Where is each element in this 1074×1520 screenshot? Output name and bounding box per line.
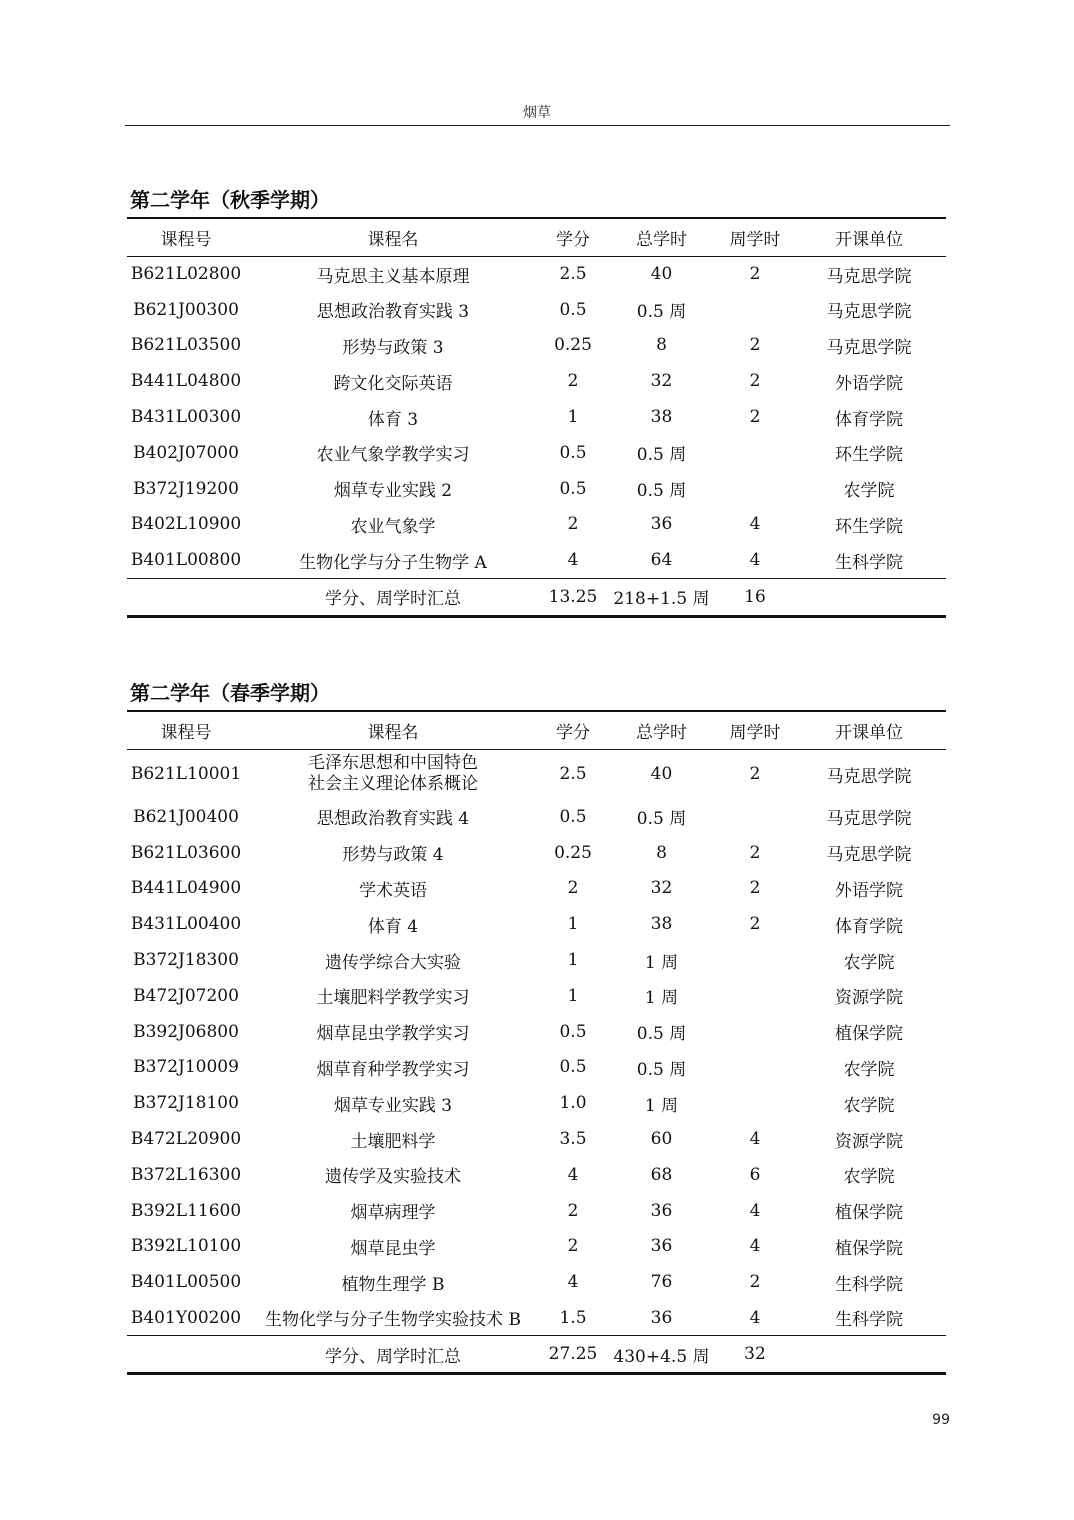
credits-cell: 1 xyxy=(567,914,579,935)
weekly-hours-cell xyxy=(718,435,792,471)
total-hours-cell: 0.5 周 xyxy=(636,1059,687,1080)
course-code-cell: B431L00300 xyxy=(130,407,242,428)
table-row xyxy=(127,507,946,543)
department-cell: 环生学院 xyxy=(835,516,903,537)
credits-cell: 2 xyxy=(567,1236,579,1257)
course-code-cell: B372J19200 xyxy=(133,478,239,499)
col-header-code: 课程号 xyxy=(127,218,245,256)
department-cell: 农学院 xyxy=(843,1167,895,1188)
course-name-cell: 遗传学及实验技术 xyxy=(325,1167,461,1188)
course-code-cell: B621L03500 xyxy=(130,335,242,356)
table-header-row xyxy=(127,711,946,749)
table-row xyxy=(127,399,946,435)
col-header-total-hours: 总学时 xyxy=(605,711,718,749)
course-table-autumn xyxy=(127,217,946,618)
course-name-cell: 思想政治教育实践 4 xyxy=(316,809,470,830)
total-row xyxy=(127,578,946,616)
department-cell: 资源学院 xyxy=(835,1131,903,1152)
course-name-cell: 农业气象学教学实习 xyxy=(316,445,470,466)
running-header: 烟草 xyxy=(523,105,551,121)
total-hours-cell: 60 xyxy=(650,1129,673,1150)
credits-cell: 1 xyxy=(567,950,579,971)
course-code-cell: B621L10001 xyxy=(130,764,242,785)
course-code-cell: B372J18300 xyxy=(133,950,239,971)
total-hours-cell: 36 xyxy=(650,1200,673,1221)
department-cell: 外语学院 xyxy=(835,373,903,394)
course-name-cell: 烟草育种学教学实习 xyxy=(316,1059,470,1080)
credits-cell: 0.5 xyxy=(559,806,587,827)
table-row xyxy=(127,328,946,364)
table-row xyxy=(127,1157,946,1193)
total-hours-cell: 36 xyxy=(650,1307,673,1328)
table-row xyxy=(127,871,946,907)
course-name-text: 毛泽东思想和中国特色 社会主义理论体系概论 xyxy=(308,753,478,795)
table-row xyxy=(127,942,946,978)
table-row xyxy=(127,749,946,799)
credits-cell: 0.5 xyxy=(559,1021,587,1042)
course-name-cell: 生物化学与分子生物学 A xyxy=(299,552,487,573)
section-title-spring: 第二学年（春季学期） xyxy=(130,681,330,705)
department-cell: 体育学院 xyxy=(835,409,903,430)
total-hours-cell: 1 周 xyxy=(644,1095,679,1116)
total-hours-cell: 430+4.5 周 xyxy=(605,1336,718,1374)
total-credits-cell: 27.25 xyxy=(541,1336,605,1374)
weekly-hours-cell: 2 xyxy=(749,842,761,863)
course-code-cell: B392L10100 xyxy=(130,1236,242,1257)
total-hours-cell: 1 周 xyxy=(644,952,679,973)
course-name-cell: 形势与政策 4 xyxy=(342,845,444,866)
credits-cell: 2 xyxy=(567,1200,579,1221)
table-row xyxy=(127,363,946,399)
table-row xyxy=(127,256,946,292)
credits-cell: 0.5 xyxy=(559,442,587,463)
course-name-cell: 烟草昆虫学教学实习 xyxy=(316,1024,470,1045)
total-hours-cell: 0.5 周 xyxy=(636,302,687,323)
credits-cell: 0.25 xyxy=(554,842,592,863)
course-name-cell: 农业气象学 xyxy=(350,516,436,537)
course-table-spring xyxy=(127,710,946,1375)
department-cell: 植保学院 xyxy=(835,1203,903,1224)
credits-cell: 1 xyxy=(567,407,579,428)
total-blank-cell xyxy=(127,1336,245,1374)
table-row xyxy=(127,906,946,942)
total-hours-cell: 0.5 周 xyxy=(636,809,687,830)
department-cell: 马克思学院 xyxy=(826,302,912,323)
weekly-hours-cell xyxy=(718,1014,792,1050)
credits-cell: 2 xyxy=(567,878,579,899)
credits-cell: 1.5 xyxy=(559,1307,587,1328)
weekly-hours-cell: 2 xyxy=(749,914,761,935)
table-row xyxy=(127,435,946,471)
total-hours-cell: 40 xyxy=(650,264,673,285)
credits-cell: 4 xyxy=(567,1272,579,1293)
table-row xyxy=(127,1085,946,1121)
total-weekly-cell: 32 xyxy=(718,1336,792,1374)
course-name-cell: 体育 4 xyxy=(367,916,419,937)
credits-cell: 4 xyxy=(567,550,579,571)
department-cell: 资源学院 xyxy=(835,988,903,1009)
table-row xyxy=(127,835,946,871)
course-code-cell: B441L04900 xyxy=(130,878,242,899)
table-row xyxy=(127,1121,946,1157)
course-name-cell: 思想政治教育实践 3 xyxy=(316,302,470,323)
table-row xyxy=(127,542,946,578)
course-code-cell: B402L10900 xyxy=(130,514,242,535)
credits-cell: 0.5 xyxy=(559,478,587,499)
department-cell: 生科学院 xyxy=(835,1310,903,1331)
department-cell: 马克思学院 xyxy=(826,809,912,830)
total-hours-cell: 76 xyxy=(650,1272,673,1293)
total-blank-cell xyxy=(792,1336,946,1374)
course-code-cell: B401L00800 xyxy=(130,550,242,571)
table-row xyxy=(127,1229,946,1265)
weekly-hours-cell: 4 xyxy=(749,1307,761,1328)
course-code-cell: B621J00300 xyxy=(133,299,239,320)
credits-cell: 0.25 xyxy=(554,335,592,356)
course-code-cell: B472L20900 xyxy=(130,1129,242,1150)
department-cell: 植保学院 xyxy=(835,1024,903,1045)
department-cell: 体育学院 xyxy=(835,916,903,937)
department-cell: 环生学院 xyxy=(835,445,903,466)
col-header-name: 课程名 xyxy=(245,218,541,256)
weekly-hours-cell: 4 xyxy=(749,514,761,535)
total-hours-cell: 38 xyxy=(650,407,673,428)
credits-cell: 2 xyxy=(567,371,579,392)
total-label-cell: 学分、周学时汇总 xyxy=(245,578,541,616)
table-row xyxy=(127,1014,946,1050)
credits-cell: 2.5 xyxy=(559,264,587,285)
weekly-hours-cell: 2 xyxy=(749,878,761,899)
section-title-autumn: 第二学年（秋季学期） xyxy=(130,188,330,212)
col-header-credits: 学分 xyxy=(541,711,605,749)
total-hours-cell: 32 xyxy=(650,878,673,899)
total-hours-cell: 38 xyxy=(650,914,673,935)
total-hours-cell: 40 xyxy=(650,764,673,785)
weekly-hours-cell xyxy=(718,1085,792,1121)
department-cell: 农学院 xyxy=(843,481,895,502)
course-code-cell: B372J18100 xyxy=(133,1093,239,1114)
total-weekly-cell: 16 xyxy=(718,578,792,616)
course-name-cell xyxy=(245,749,541,799)
total-hours-cell: 36 xyxy=(650,514,673,535)
course-name-cell: 跨文化交际英语 xyxy=(333,373,453,394)
credits-cell: 3.5 xyxy=(559,1129,587,1150)
department-cell: 外语学院 xyxy=(835,880,903,901)
credits-cell: 4 xyxy=(567,1164,579,1185)
department-cell: 马克思学院 xyxy=(826,845,912,866)
course-name-cell: 植物生理学 B xyxy=(341,1274,445,1295)
col-header-name: 课程名 xyxy=(245,711,541,749)
page-number: 99 xyxy=(932,1412,950,1428)
credits-cell: 2.5 xyxy=(559,764,587,785)
table-row xyxy=(127,1193,946,1229)
weekly-hours-cell xyxy=(718,978,792,1014)
credits-cell: 1 xyxy=(567,985,579,1006)
weekly-hours-cell: 4 xyxy=(749,1129,761,1150)
department-cell: 农学院 xyxy=(843,1059,895,1080)
weekly-hours-cell: 2 xyxy=(749,1272,761,1293)
course-name-cell: 烟草昆虫学 xyxy=(350,1238,436,1259)
department-cell: 马克思学院 xyxy=(826,766,912,787)
total-credits-cell: 13.25 xyxy=(541,578,605,616)
course-code-cell: B392L11600 xyxy=(130,1200,242,1221)
course-name-cell: 马克思主义基本原理 xyxy=(316,266,470,287)
course-code-cell: B472J07200 xyxy=(133,985,239,1006)
course-code-cell: B441L04800 xyxy=(130,371,242,392)
course-name-cell: 形势与政策 3 xyxy=(342,337,444,358)
course-name-cell: 烟草专业实践 2 xyxy=(333,481,453,502)
table-row xyxy=(127,1300,946,1336)
department-cell: 马克思学院 xyxy=(826,266,912,287)
total-hours-cell: 0.5 周 xyxy=(636,1024,687,1045)
total-hours-cell: 8 xyxy=(656,335,667,356)
total-hours-cell: 8 xyxy=(656,842,667,863)
course-name-cell: 烟草专业实践 3 xyxy=(333,1095,453,1116)
department-cell: 农学院 xyxy=(843,952,895,973)
col-header-department: 开课单位 xyxy=(792,218,946,256)
course-name-cell: 学术英语 xyxy=(359,880,427,901)
weekly-hours-cell: 6 xyxy=(749,1164,761,1185)
weekly-hours-cell: 4 xyxy=(749,1200,761,1221)
course-code-cell: B621J00400 xyxy=(133,806,239,827)
course-name-cell: 生物化学与分子生物学实验技术 B xyxy=(265,1310,521,1331)
department-cell: 植保学院 xyxy=(835,1238,903,1259)
total-hours-cell: 68 xyxy=(650,1164,673,1185)
credits-cell: 0.5 xyxy=(559,1057,587,1078)
col-header-weekly-hours: 周学时 xyxy=(718,711,792,749)
weekly-hours-cell: 2 xyxy=(749,335,761,356)
course-code-cell: B401Y00200 xyxy=(130,1307,242,1328)
col-header-code: 课程号 xyxy=(127,711,245,749)
weekly-hours-cell xyxy=(718,1050,792,1086)
table-row xyxy=(127,799,946,835)
course-code-cell: B372L16300 xyxy=(130,1164,242,1185)
total-blank-cell xyxy=(792,578,946,616)
course-code-cell: B621L02800 xyxy=(130,264,242,285)
table-row xyxy=(127,471,946,507)
weekly-hours-cell: 2 xyxy=(749,371,761,392)
total-blank-cell xyxy=(127,578,245,616)
col-header-department: 开课单位 xyxy=(792,711,946,749)
col-header-weekly-hours: 周学时 xyxy=(718,218,792,256)
course-code-cell: B621L03600 xyxy=(130,842,242,863)
department-cell: 农学院 xyxy=(843,1095,895,1116)
course-code-cell: B401L00500 xyxy=(130,1272,242,1293)
table-row xyxy=(127,978,946,1014)
course-code-cell: B431L00400 xyxy=(130,914,242,935)
col-header-total-hours: 总学时 xyxy=(605,218,718,256)
weekly-hours-cell xyxy=(718,799,792,835)
department-cell: 马克思学院 xyxy=(826,337,912,358)
course-name-cell: 遗传学综合大实验 xyxy=(325,952,461,973)
course-name-cell: 烟草病理学 xyxy=(350,1203,436,1224)
total-hours-cell: 32 xyxy=(650,371,673,392)
credits-cell: 2 xyxy=(567,514,579,535)
table-header-row xyxy=(127,218,946,256)
total-hours-cell: 0.5 周 xyxy=(636,445,687,466)
course-name-cell: 土壤肥料学 xyxy=(350,1131,436,1152)
course-code-cell: B372J10009 xyxy=(133,1057,239,1078)
weekly-hours-cell xyxy=(718,942,792,978)
credits-cell: 1.0 xyxy=(559,1093,587,1114)
total-hours-cell: 218+1.5 周 xyxy=(605,578,718,616)
col-header-credits: 学分 xyxy=(541,218,605,256)
credits-cell: 0.5 xyxy=(559,299,587,320)
weekly-hours-cell: 4 xyxy=(749,550,761,571)
weekly-hours-cell: 4 xyxy=(749,1236,761,1257)
weekly-hours-cell: 2 xyxy=(749,764,761,785)
header-rule xyxy=(125,125,950,126)
table-row xyxy=(127,1050,946,1086)
weekly-hours-cell: 2 xyxy=(749,264,761,285)
weekly-hours-cell xyxy=(718,292,792,328)
weekly-hours-cell: 2 xyxy=(749,407,761,428)
table-row xyxy=(127,1264,946,1300)
total-hours-cell: 64 xyxy=(650,550,673,571)
weekly-hours-cell xyxy=(718,471,792,507)
department-cell: 生科学院 xyxy=(835,552,903,573)
course-name-cell: 体育 3 xyxy=(367,409,419,430)
department-cell: 生科学院 xyxy=(835,1274,903,1295)
table-row xyxy=(127,292,946,328)
course-code-cell: B392J06800 xyxy=(133,1021,239,1042)
total-hours-cell: 0.5 周 xyxy=(636,481,687,502)
course-name-cell: 土壤肥料学教学实习 xyxy=(316,988,470,1009)
total-row xyxy=(127,1336,946,1374)
total-hours-cell: 36 xyxy=(650,1236,673,1257)
course-code-cell: B402J07000 xyxy=(133,442,239,463)
total-label-cell: 学分、周学时汇总 xyxy=(245,1336,541,1374)
total-hours-cell: 1 周 xyxy=(644,988,679,1009)
